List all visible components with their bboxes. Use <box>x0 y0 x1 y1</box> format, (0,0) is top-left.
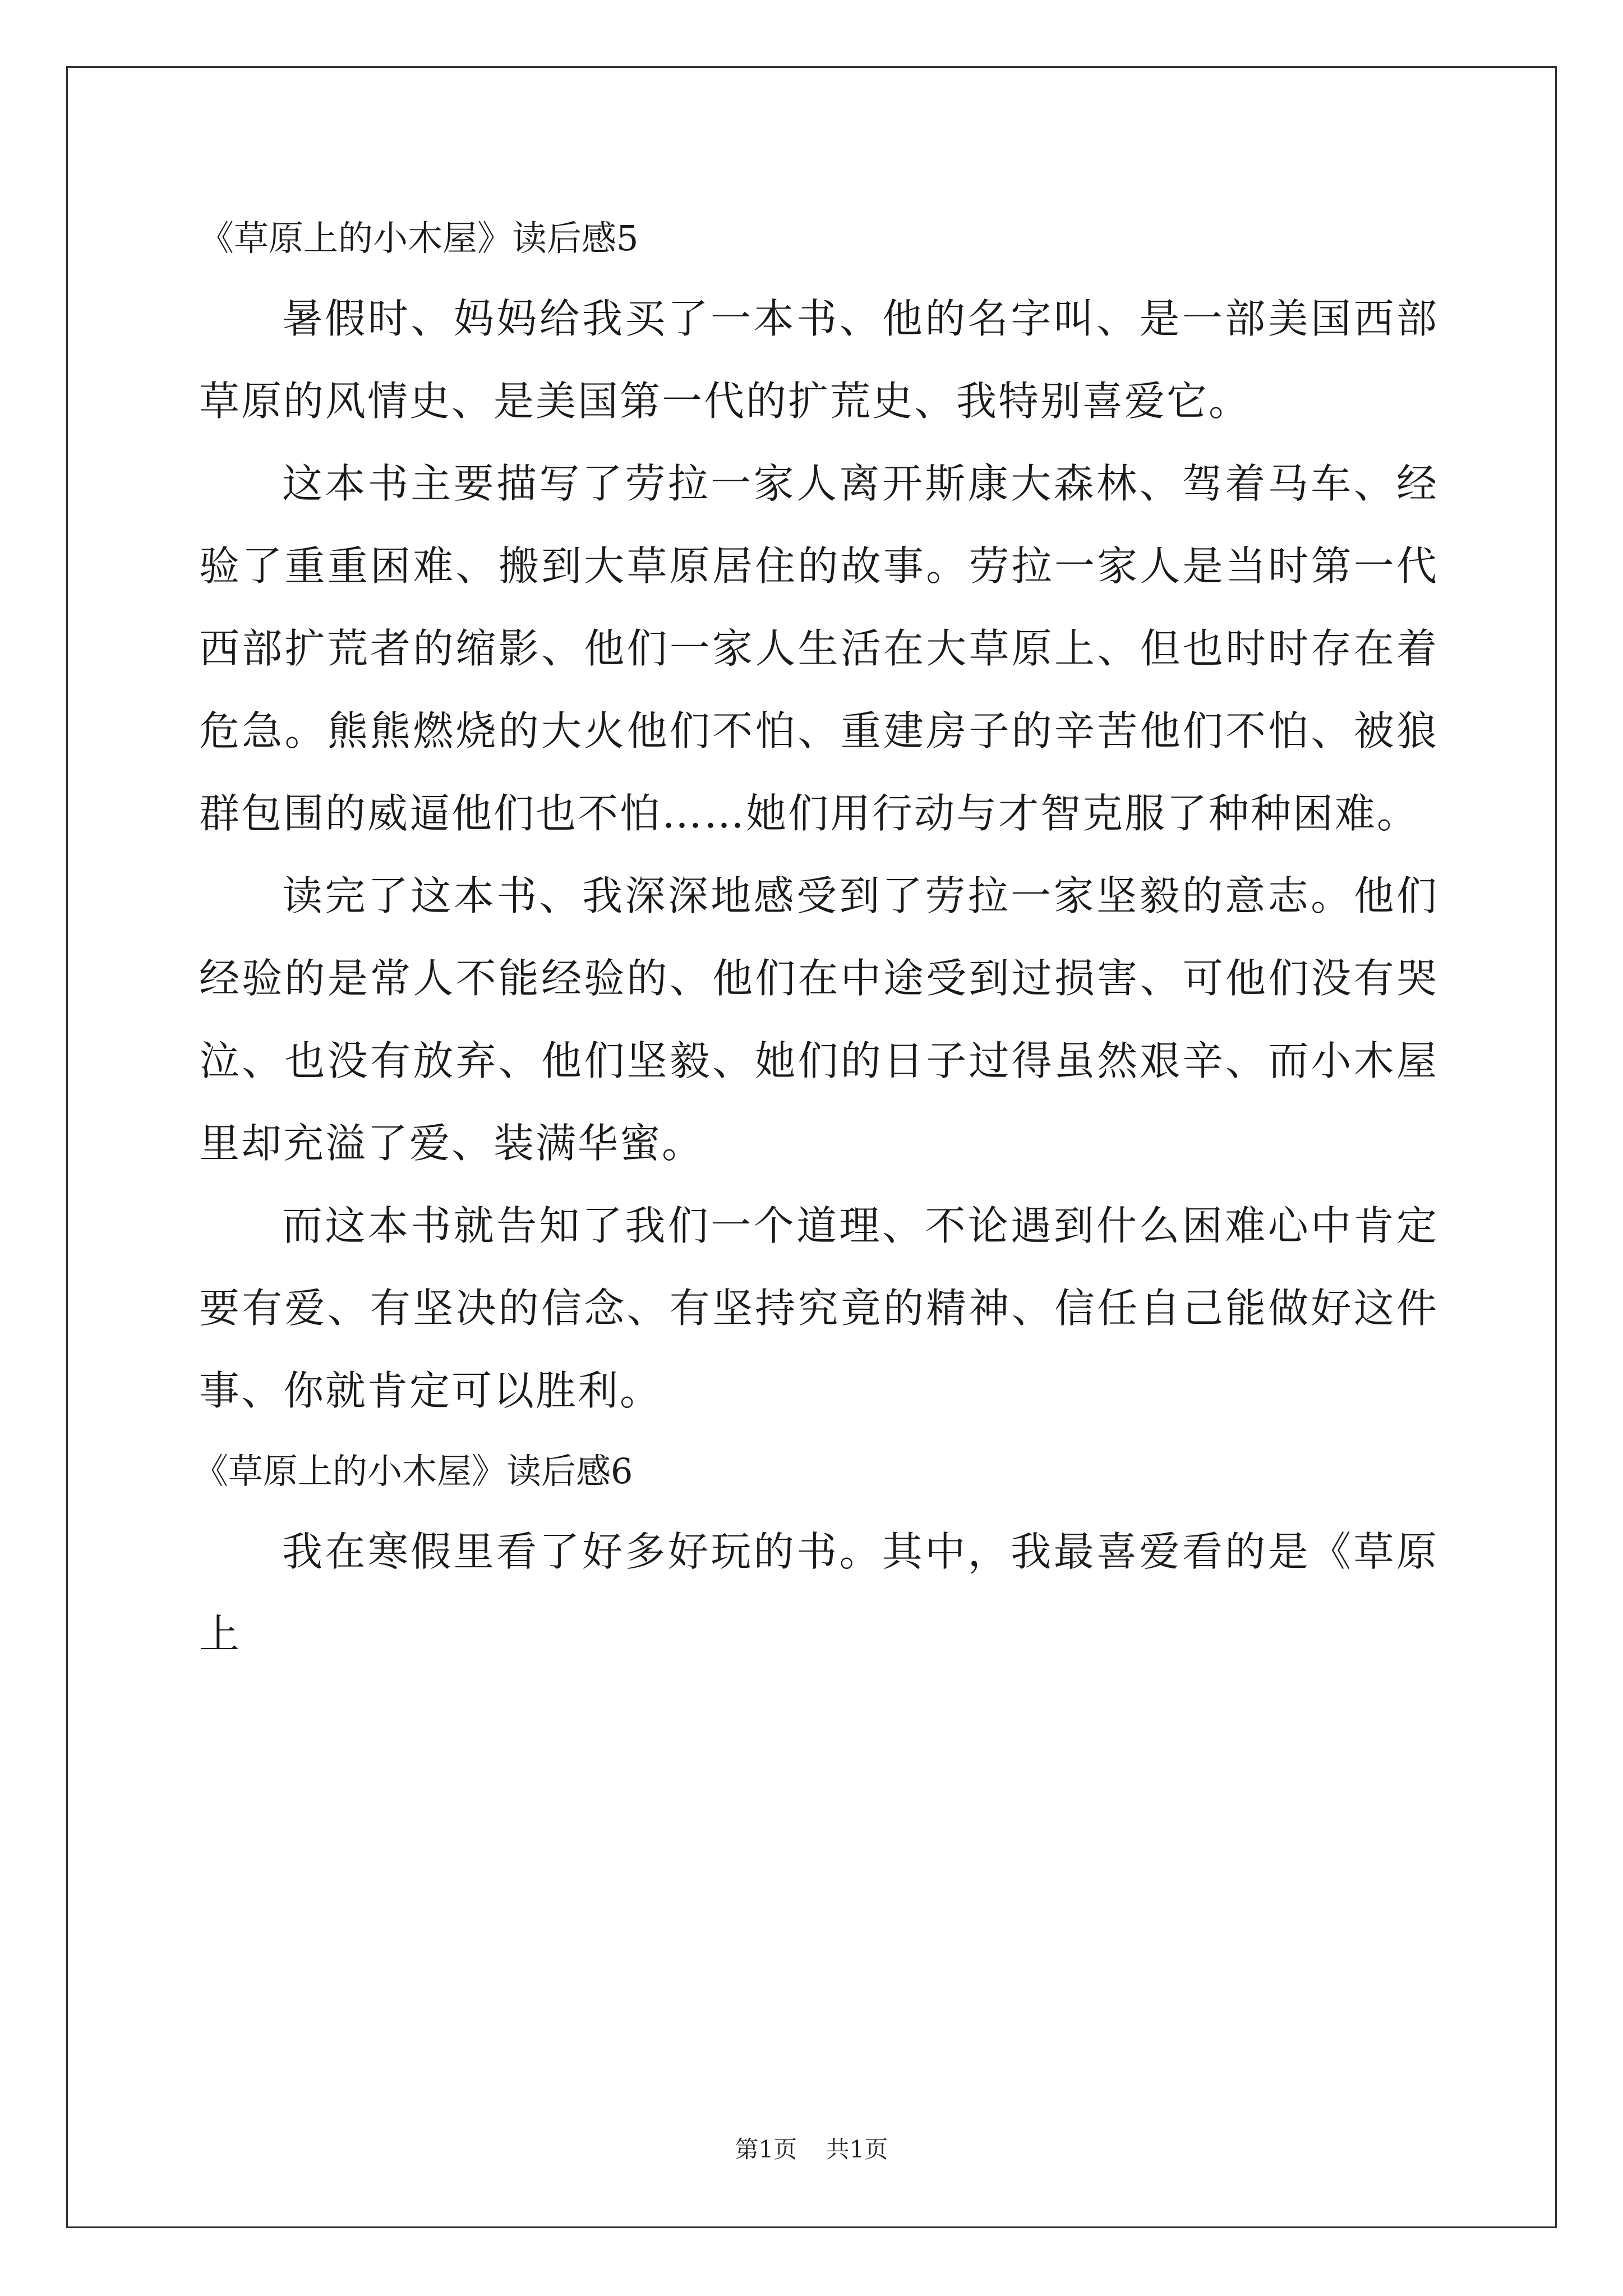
paragraph: 读完了这本书、我深深地感受到了劳拉一家坚毅的意志。他们经验的是常人不能经验的、他们在中途受到过损害、可他们没有哭泣、也没有放弃、他们坚毅、她们的日子过得虽然艰辛、而小木屋里却充溢了爱、装满华蜜。 <box>199 872 1438 1167</box>
total-pages: 共1页 <box>826 2136 888 2163</box>
document-body <box>193 199 1438 1676</box>
paragraph: 暑假时、妈妈给我买了一本书、他的名字叫、是一部美国西部草原的风情史、是美国第一代的扩荒史、我特别喜爱它。 <box>199 295 1438 425</box>
section-title: 《草原上的小木屋》读后感5 <box>199 218 639 259</box>
page-footer <box>0 2133 1623 2166</box>
page-number: 第1页 <box>735 2136 797 2163</box>
section-title: 《草原上的小木屋》读后感6 <box>193 1451 633 1492</box>
paragraph: 而这本书就告知了我们一个道理、不论遇到什么困难心中肯定要有爱、有坚决的信念、有坚持究竟的精神、信任自己能做好这件事、你就肯定可以胜利。 <box>199 1202 1438 1414</box>
paragraph: 我在寒假里看了好多好玩的书。其中，我最喜爱看的是《草原上 <box>199 1528 1438 1658</box>
paragraph: 这本书主要描写了劳拉一家人离开斯康大森林、驾着马车、经验了重重困难、搬到大草原居住的故事。劳拉一家人是当时第一代西部扩荒者的缩影、他们一家人生活在大草原上、但也时时存在着危急。熊熊燃烧的大火他们不怕、重建房子的辛苦他们不怕、被狼群包围的威逼他们也不怕……她们用行动与才智克服了种种困难。 <box>199 460 1438 837</box>
